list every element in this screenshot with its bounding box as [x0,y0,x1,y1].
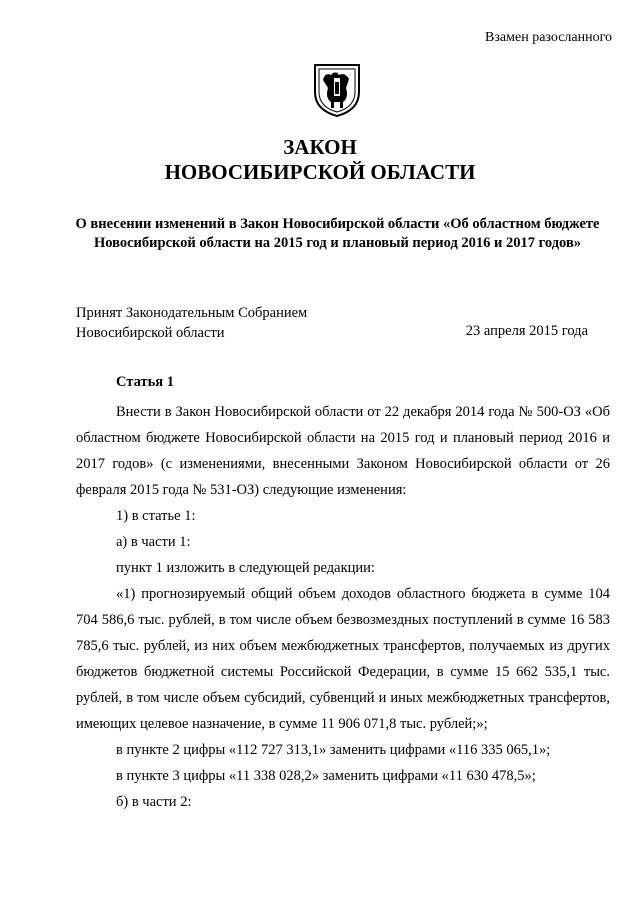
paragraph: а) в части 1: [116,534,191,550]
law-subtitle: О внесении изменений в Закон Новосибирской области «Об областном бюджете Новосибирской области на 2015 год и плановый период 2016 и 2017 годов» [75,216,600,251]
paragraph: «1) прогнозируемый общий объем доходов областного бюджета в сумме 104 704 586,6 тыс. рублей, в том числе объем безвозмездных поступлений в сумме 16 583 785,6 тыс. рублей, из них объем межбюджетных трансфертов, получаемых из других бюджетов бюджетной системы Российской Федерации, в сумме 15 662 535,1 тыс. рублей, в том числе объем субсидий, субвенций и иных межбюджетных трансфертов, имеющих целевое назначение, в сумме 11 906 071,8 тыс. рублей;»; [76,586,610,732]
adoption-line-1: Принят Законодательным Собранием [76,305,308,321]
adoption-line-2: Новосибирской области [76,325,225,341]
adoption-info [76,303,307,343]
paragraph: 1) в статье 1: [116,508,196,524]
paragraph: в пункте 3 цифры «11 338 028,2» заменить цифрами «11 630 478,5»; [116,768,536,784]
article-body [76,399,610,815]
paragraph: б) в части 2: [116,794,192,810]
adoption-date: 23 апреля 2015 года [465,323,588,339]
paragraph: в пункте 2 цифры «112 727 313,1» заменить цифрами «116 335 065,1»; [116,742,551,758]
paragraph: пункт 1 изложить в следующей редакции: [116,560,375,576]
law-title: ЗАКОН [283,135,357,159]
replacement-stamp: Взамен разосланного [485,30,612,45]
article-heading: Статья 1 [116,374,174,390]
region-title: НОВОСИБИРСКОЙ ОБЛАСТИ [164,160,476,184]
paragraph: Внести в Закон Новосибирской области от 22 декабря 2014 года № 500-ОЗ «Об областном бюджете Новосибирской области на 2015 год и плановый период 2016 и 2017 годов» (с изменениями, внесенными Законом Новосибирской области от 26 февраля 2015 года № 531-ОЗ) следующие изменения: [76,404,610,498]
coat-of-arms-icon [313,62,361,118]
